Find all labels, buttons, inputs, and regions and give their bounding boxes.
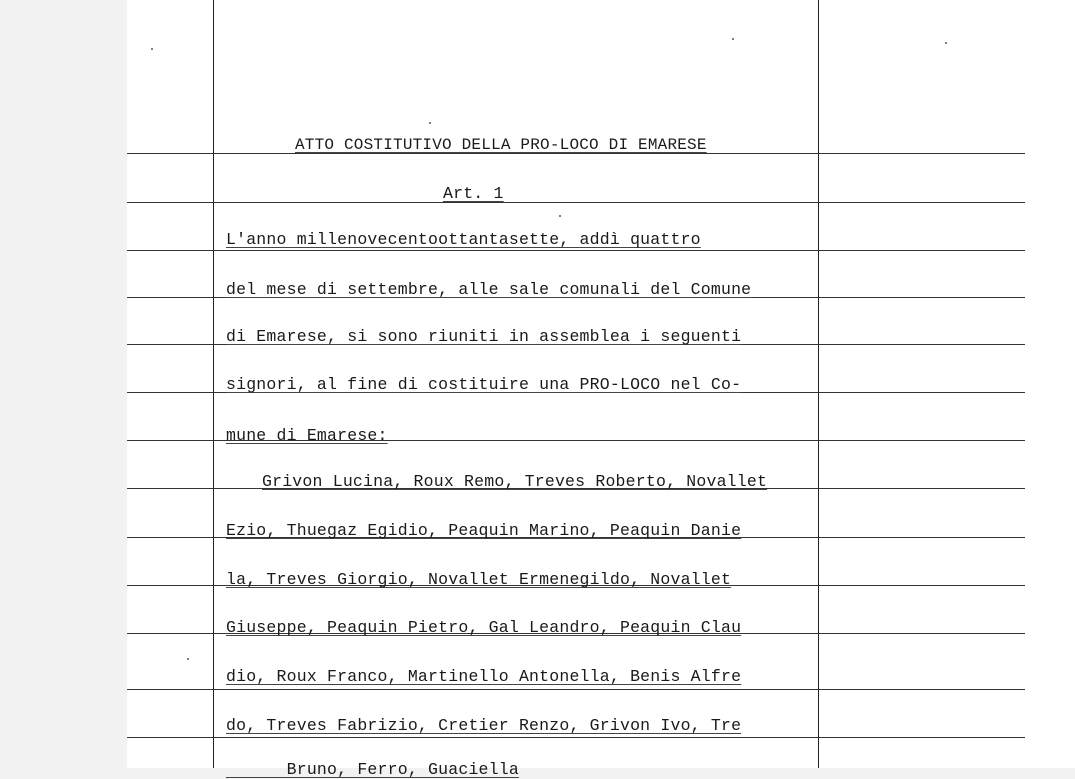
scan-speck (559, 215, 561, 217)
document-title: ATTO COSTITUTIVO DELLA PRO-LOCO DI EMARESE (295, 136, 707, 154)
text-line: di Emarese, si sono riuniti in assemblea i seguenti (226, 327, 742, 346)
scan-speck (187, 658, 189, 660)
scan-speck (945, 42, 947, 44)
scan-speck (429, 122, 431, 124)
text-line: mune di Emarese: (226, 426, 388, 445)
text-line: Grivon Lucina, Roux Remo, Treves Roberto, Novallet (262, 472, 768, 491)
scanned-page (127, 0, 1075, 779)
text-line: Giuseppe, Peaquin Pietro, Gal Leandro, Peaquin Clau (226, 618, 742, 637)
text-line: do, Treves Fabrizio, Cretier Renzo, Grivon Ivo, Tre (226, 716, 742, 735)
text-line: signori, al fine di costituire una PRO-LOCO nel Co- (226, 375, 742, 394)
text-line: la, Treves Giorgio, Novallet Ermenegildo, Novallet (226, 570, 732, 589)
text-line: Ezio, Thuegaz Egidio, Peaquin Marino, Peaquin Danie (226, 521, 742, 540)
text-line: del mese di settembre, alle sale comunali del Comune (226, 280, 752, 299)
ruled-line (127, 250, 1025, 251)
scan-speck (151, 48, 153, 50)
ruled-line (127, 689, 1025, 690)
scan-speck (732, 38, 734, 40)
ruled-line (127, 202, 1025, 203)
text-line: L'anno millenovecentoottantasette, addì quattro (226, 230, 701, 249)
ruled-line (127, 737, 1025, 738)
text-line: dio, Roux Franco, Martinello Antonella, Benis Alfre (226, 667, 742, 686)
text-line: Bruno, Ferro, Guaciella (226, 760, 519, 779)
article-heading: Art. 1 (443, 184, 504, 203)
right-margin-rule (818, 0, 819, 768)
left-margin-rule (213, 0, 214, 768)
